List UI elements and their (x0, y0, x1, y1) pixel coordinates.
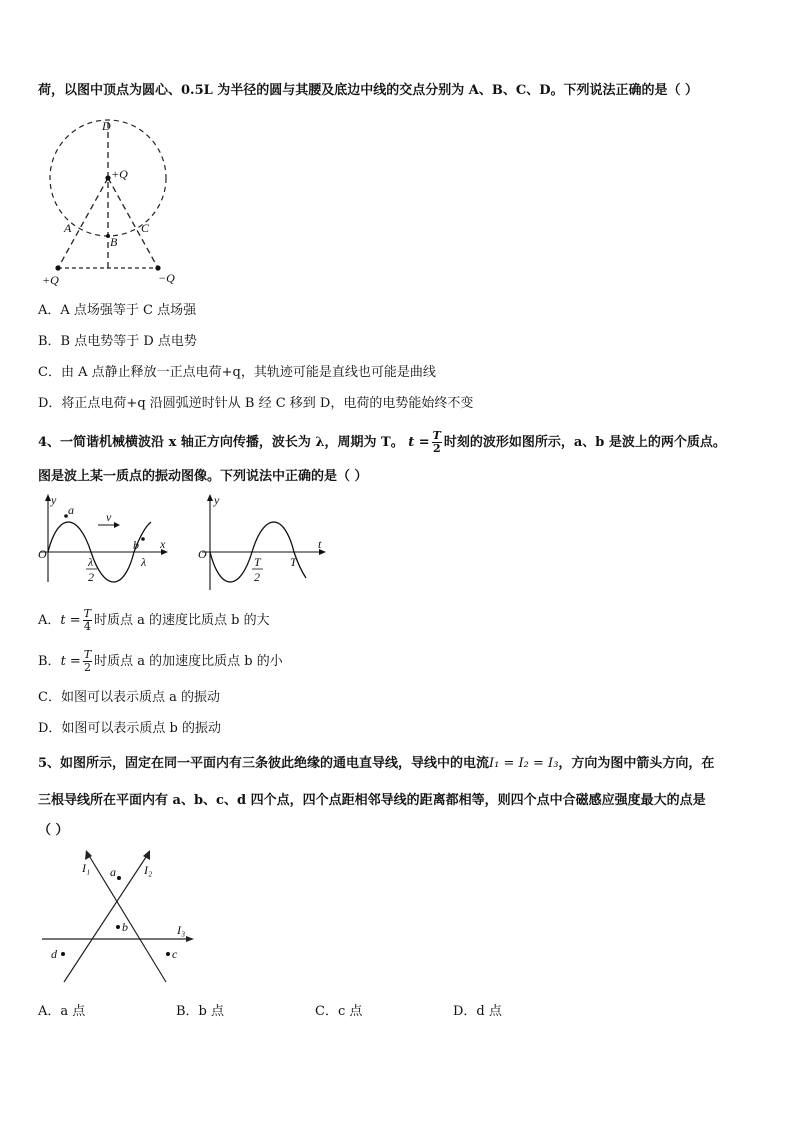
wave-b-label: b (133, 538, 139, 552)
q5-wires-figure (38, 848, 208, 988)
q3-charge-figure (38, 118, 198, 288)
right-leg (108, 178, 158, 268)
vib-t-label: t (318, 537, 322, 551)
q4-stem-line2: 图是波上某一质点的振动图像。下列说法中正确的是（ ） (38, 469, 368, 484)
label-d: d (51, 947, 57, 961)
vib-t-num: T (254, 555, 261, 569)
point-b (116, 925, 120, 929)
q4-stem-line1: 4、一简谐机械横波沿 x 轴正方向传播，波长为 λ，周期为 T。 t = $\frac{T}{2}$ 时刻的波形如图所示，a、b 是波上的两个质点。 (38, 429, 726, 455)
q5-option-c: C．c 点 (315, 1004, 363, 1019)
wire-1 (88, 854, 166, 982)
wave-lam-den: 2 (88, 570, 94, 584)
label-c: c (172, 947, 178, 961)
q3-option-c: C．由 A 点静止释放一正点电荷+q，其轨迹可能是直线也可能是曲线 (38, 365, 436, 380)
label-i2: I₂ (144, 863, 153, 877)
label-a: a (110, 865, 116, 879)
label-i3: I₃ (177, 923, 186, 937)
q3-option-b: B．B 点电势等于 D 点电势 (38, 334, 197, 349)
vib-y-label: y (214, 493, 220, 507)
q4-option-b: B．t = $\frac{T}{2}$ 时质点 a 的加速度比质点 b 的小 (38, 648, 283, 674)
vib-o-label: O (198, 547, 207, 561)
label-i1: I₁ (82, 861, 91, 875)
wave-y-label: y (51, 493, 57, 507)
label-b: b (122, 920, 128, 934)
q4-option-d: D．如图可以表示质点 b 的振动 (38, 721, 222, 736)
label-q-left: +Q (42, 273, 59, 287)
q4-vibration-figure (194, 492, 334, 590)
wire-2 (64, 854, 148, 982)
q5-stem-line2: 三根导线所在平面内有 a、b、c、d 四个点，四个点距相邻导线的距离都相等，则四个点中合磁感应强度最大的点是 (38, 793, 706, 808)
q5-stem-line1: 5、如图所示，固定在同一平面内有三条彼此绝缘的通电直导线，导线中的电流I₁ = I₂ = I₃，方向为图中箭头方向，在 (38, 756, 715, 771)
wave-a-label: a (68, 503, 74, 517)
point-d (61, 952, 65, 956)
wave-v-label: v (106, 510, 112, 524)
q5-option-d: D．d 点 (453, 1004, 502, 1019)
wave-x-label: x (160, 537, 166, 551)
q3-option-d: D．将正点电荷+q 沿圆弧逆时针从 B 经 C 移到 D，电荷的电势能始终不变 (38, 396, 474, 411)
label-q-right: −Q (158, 271, 175, 285)
q4-option-a: A．t = $\frac{T}{4}$ 时质点 a 的速度比质点 b 的大 (38, 607, 270, 633)
label-d: D (102, 119, 111, 133)
left-charge (55, 265, 60, 270)
right-charge (155, 265, 160, 270)
wave-lam-num: λ (88, 555, 94, 569)
q3-option-a: A．A 点场强等于 C 点场强 (38, 303, 197, 318)
wave-o-label: O (38, 547, 47, 561)
q4-option-c: C．如图可以表示质点 a 的振动 (38, 690, 220, 705)
label-a: A (64, 221, 72, 235)
top-charge (105, 175, 110, 180)
label-q-top: +Q (111, 167, 128, 181)
q3-stem: 荷，以图中顶点为圆心、0.5L 为半径的圆与其腰及底边中线的交点分别为 A、B、C、D。下列说法正确的是（ ） (38, 83, 699, 98)
q4-wave-figure (36, 492, 176, 590)
vib-t-den: 2 (254, 570, 260, 584)
vib-period-label: T (290, 555, 297, 569)
point-c (166, 952, 170, 956)
point-a (117, 876, 121, 880)
wave-lam: λ (141, 555, 147, 569)
q5-option-b: B．b 点 (176, 1004, 225, 1019)
q5-stem-line3: （ ） (38, 823, 69, 838)
q5-option-a: A．a 点 (38, 1004, 86, 1019)
label-c: C (141, 221, 150, 235)
label-b: B (110, 235, 118, 249)
